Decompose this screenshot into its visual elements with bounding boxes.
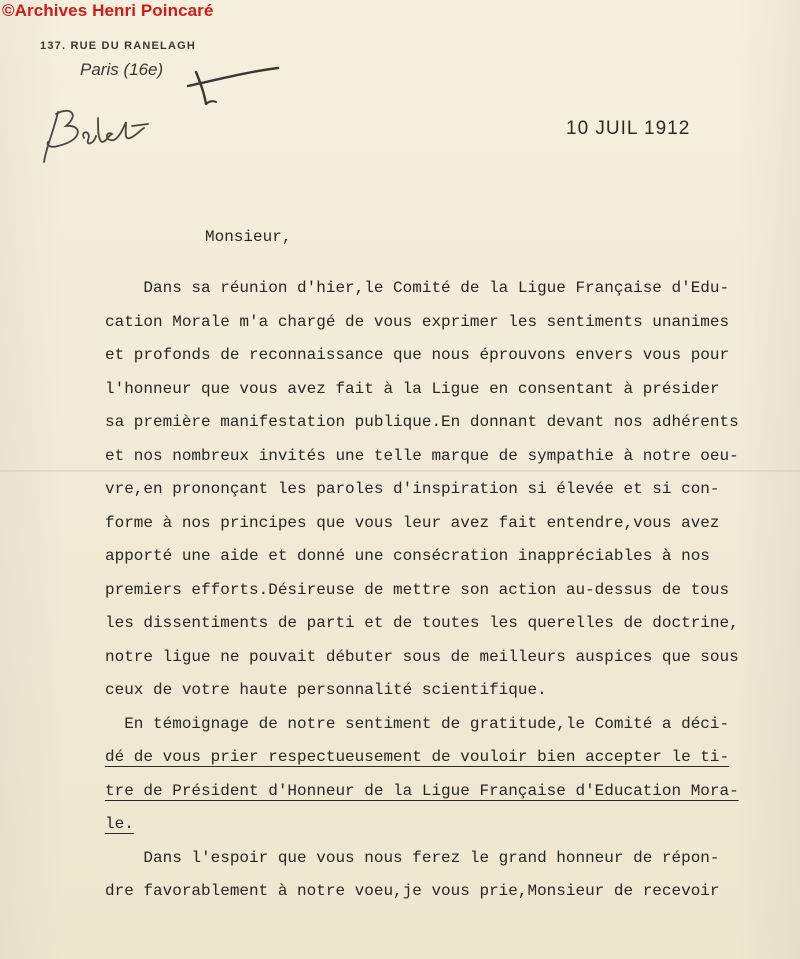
body-line: l'honneur que vous avez fait à la Ligue en consentant à présider xyxy=(105,379,720,398)
body-line-underlined: le. xyxy=(105,815,134,833)
body-line: Dans l'espoir que vous nous ferez le grand honneur de répon- xyxy=(105,848,720,867)
letterhead-city: Paris (16e) xyxy=(80,60,164,79)
body-line-underlined: tre de Président d'Honneur de la Ligue Française d'Education Mora- xyxy=(105,781,739,800)
body-line: et profonds de reconnaissance que nous éprouvons envers vous pour xyxy=(105,346,730,364)
body-line: notre ligue ne pouvait débuter sous de meilleurs auspices que sous xyxy=(105,647,739,666)
archive-watermark: ©Archives Henri Poincaré xyxy=(2,1,214,20)
date-stamp: 10 JUIL 1912 xyxy=(566,118,691,139)
pencil-cross-mark xyxy=(186,64,281,110)
body-line-underlined: dé de vous prier respectueusement de vouloir bien accepter le ti- xyxy=(105,748,730,766)
body-line: En témoignage de notre sentiment de gratitude,le Comité a déci- xyxy=(105,714,730,733)
body-line: cation Morale m'a chargé de vous exprimer les sentiments unanimes xyxy=(105,312,730,331)
salutation: Monsieur, xyxy=(205,228,292,246)
body-line: dre favorablement à notre voeu,je vous prie,Monsieur de recevoir xyxy=(105,882,720,900)
body-line: ceux de votre haute personnalité scientifique. xyxy=(105,681,547,699)
body-line: vre,en prononçant les paroles d'inspiration si élevée et si con- xyxy=(105,480,720,498)
body-line: Dans sa réunion d'hier,le Comité de la Ligue Française d'Edu- xyxy=(105,279,730,297)
body-line: et nos nombreux invités une telle marque de sympathie à notre oeu- xyxy=(105,446,739,465)
body-line: les dissentiments de parti et de toutes les querelles de doctrine, xyxy=(105,614,739,632)
letterhead-street: 137. RUE DU RANELAGH xyxy=(40,40,197,52)
handwritten-signature xyxy=(36,100,166,170)
body-line: forme à nos principes que vous leur avez fait entendre,vous avez xyxy=(105,513,720,532)
body-line: apporté une aide et donné une consécration inappréciables à nos xyxy=(105,547,710,565)
body-line: sa première manifestation publique.En donnant devant nos adhérents xyxy=(105,413,739,431)
body-line: premiers efforts.Désireuse de mettre son action au-dessus de tous xyxy=(105,580,730,599)
letter-body xyxy=(105,272,785,909)
